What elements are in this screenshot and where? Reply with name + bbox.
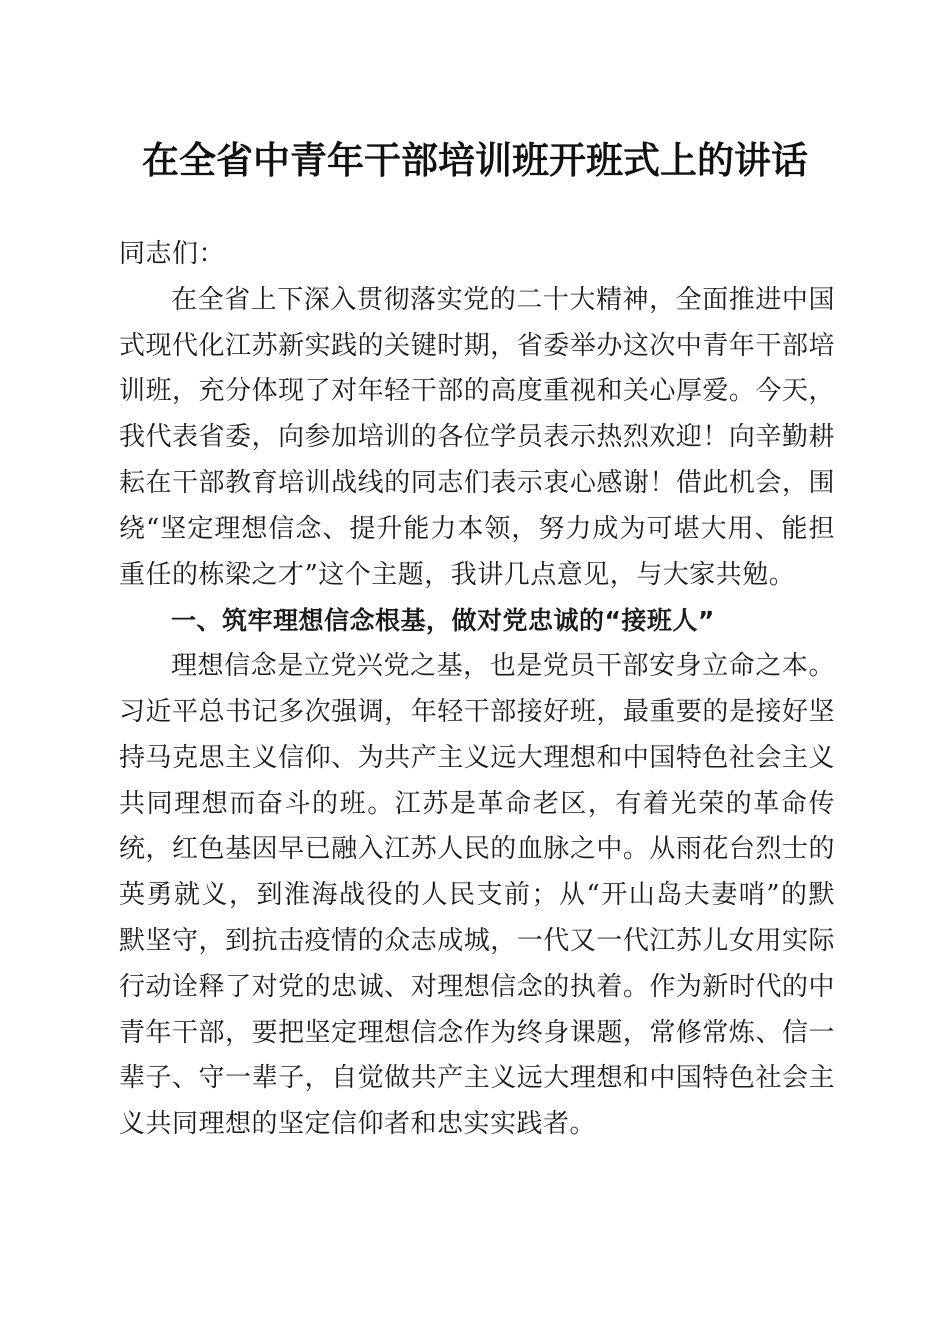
section-paragraph: 理想信念是立党兴党之基，也是党员干部安身立命之本。习近平总书记多次强调，年轻干部接好班，最重要的是接好坚持马克思主义信仰、为共产主义远大理想和中国特色社会主义共同理想而奋斗的班。江苏是革命老区，有着光荣的革命传统，红色基因早已融入江苏人民的血脉之中。从雨花台烈士的英勇就义，到淮海战役的人民支前；从“开山岛夫妻哨”的默默坚守，到抗击疫情的众志成城，一代又一代江苏儿女用实际行动诠释了对党的忠诚、对理想信念的执着。作为新时代的中青年干部，要把坚定理想信念作为终身课题，常修常炼、信一辈子、守一辈子，自觉做共产主义远大理想和中国特色社会主义共同理想的坚定信仰者和忠实实践者。 — [119, 651, 835, 1140]
section-heading: 一、筑牢理想信念根基，做对党忠诚的“接班人” — [171, 606, 715, 636]
salutation: 同志们： — [119, 239, 226, 269]
document-title: 在全省中青年干部培训班开班式上的讲话 — [142, 138, 808, 182]
document-body — [119, 232, 835, 1148]
intro-paragraph: 在全省上下深入贯彻落实党的二十大精神，全面推进中国式现代化江苏新实践的关键时期，省委举办这次中青年干部培训班，充分体现了对年轻干部的高度重视和关心厚爱。今天，我代表省委，向参加培训的各位学员表示热烈欢迎！向辛勤耕耘在干部教育培训战线的同志们表示衷心感谢！借此机会，围绕“坚定理想信念、提升能力本领，努力成为可堪大用、能担重任的栋梁之才”这个主题，我讲几点意见，与大家共勉。 — [119, 284, 835, 590]
